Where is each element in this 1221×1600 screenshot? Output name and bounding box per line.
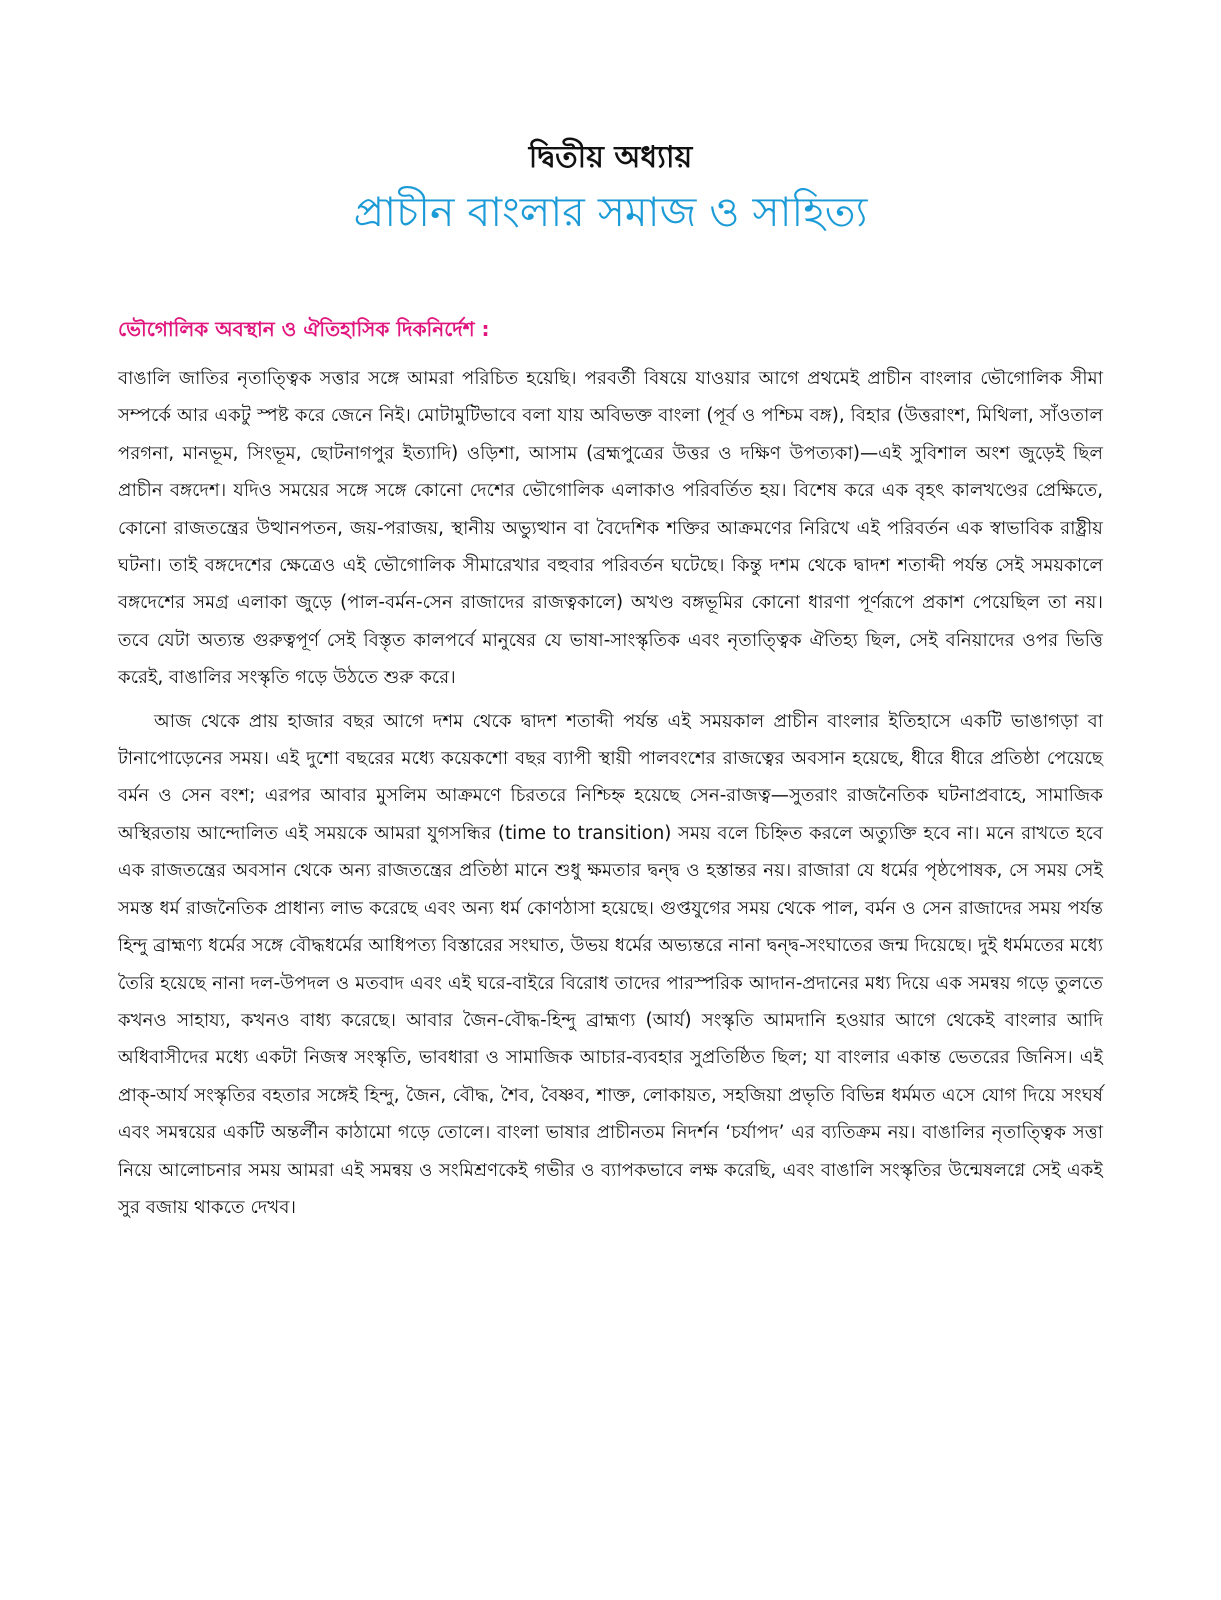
chapter-number: দ্বিতীয় অধ্যায় (528, 140, 693, 175)
chapter-title: প্রাচীন বাংলার সমাজ ও সাহিত্য (353, 188, 868, 236)
paragraph-2: আজ থেকে প্রায় হাজার বছর আগে দশম থেকে দ্বাদশ শতাব্দী পর্যন্ত এই সময়কাল প্রাচীন বাংলার ইতিহাসে একটি ভাঙাগড়া বা টানাপোড়েনের সময়। এই দুশো বছরের মধ্যে কয়েকশো বছর ব্যাপী স্থায়ী পালবংশের রাজত্বের অবসান হয়েছে, ধীরে ধীরে প্রতিষ্ঠা পেয়েছে বর্মন ও সেন বংশ; এরপর আবার মুসলিম আক্রমণে চিরতরে নিশ্চিহ্ন হয়েছে সেন-রাজত্ব—সুতরাং রাজনৈতিক ঘটনাপ্রবাহে, সামাজিক অস্থিরতায় আন্দোলিত এই সময়কে আমরা যুগসন্ধির (time to transition) সময় বলে চিহ্নিত করলে অত্যুক্তি হবে না। মনে রাখতে হবে এক রাজতন্ত্রের অবসান থেকে অন্য রাজতন্ত্রের প্রতিষ্ঠা মানে শুধু ক্ষমতার দ্বন্দ্ব ও হস্তান্তর নয়। রাজারা যে ধর্মের পৃষ্ঠপোষক, সে সময় সেই সমস্ত ধর্ম রাজনৈতিক প্রাধান্য লাভ করেছে এবং অন্য ধর্ম কোণঠাসা হয়েছে। গুপ্তযুগের সময় থেকে পাল, বর্মন ও সেন রাজাদের সময় পর্যন্ত হিন্দু ব্রাহ্মণ্য ধর্মের সঙ্গে বৌদ্ধধর্মের আধিপত্য বিস্তারের সংঘাত, উভয় ধর্মের অভ্যন্তরে নানা দ্বন্দ্ব-সংঘাতের জন্ম দিয়েছে। দুই ধর্মমতের মধ্যে তৈরি হয়েছে নানা দল-উপদল ও মতবাদ এবং এই ঘরে-বাইরে বিরোধ তাদের পারস্পরিক আদান-প্রদানের মধ্য দিয়ে এক সমন্বয় গড়ে তুলতে কখনও সাহায্য, কখনও বাধ্য করেছে। আবার জৈন-বৌদ্ধ-হিন্দু ব্রাহ্মণ্য (আর্য) সংস্কৃতি আমদানি হওয়ার আগে থেকেই বাংলার আদি অধিবাসীদের মধ্যে একটা নিজস্ব সংস্কৃতি, ভাবধারা ও সামাজিক আচার-ব্যবহার সুপ্রতিষ্ঠিত ছিল; যা বাংলার একান্ত ভেতরের জিনিস। এই প্রাক্-আর্য সংস্কৃতির বহতার সঙ্গেই হিন্দু, জৈন, বৌদ্ধ, শৈব, বৈষ্ণব, শাক্ত, লোকায়ত, সহজিয়া প্রভৃতি বিভিন্ন ধর্মমত এসে যোগ দিয়ে সংঘর্ষ এবং সমন্বয়ের একটি অন্তর্লীন কাঠামো গড়ে তোলে। বাংলা ভাষার প্রাচীনতম নিদর্শন ‘চর্যাপদ’ এর ব্যতিক্রম নয়। বাঙালির নৃতাত্ত্বিক সত্তা নিয়ে আলোচনার সময় আমরা এই সমন্বয় ও সংমিশ্রণকেই গভীর ও ব্যাপকভাবে লক্ষ করেছি, এবং বাঙালি সংস্কৃতির উন্মেষলগ্নে সেই একই সুর বজায় থাকতে দেখব। (118, 710, 1103, 1218)
body-text (118, 360, 1103, 1226)
section-heading: ভৌগোলিক অবস্থান ও ঐতিহাসিক দিকনির্দেশ : (118, 317, 490, 341)
paragraph-1: বাঙালি জাতির নৃতাত্ত্বিক সত্তার সঙ্গে আমরা পরিচিত হয়েছি। পরবর্তী বিষয়ে যাওয়ার আগে প্রথমেই প্রাচীন বাংলার ভৌগোলিক সীমা সম্পর্কে আর একটু স্পষ্ট করে জেনে নিই। মোটামুটিভাবে বলা যায় অবিভক্ত বাংলা (পূর্ব ও পশ্চিম বঙ্গ), বিহার (উত্তরাংশ, মিথিলা, সাঁওতাল পরগনা, মানভূম, সিংভূম, ছোটনাগপুর ইত্যাদি) ওড়িশা, আসাম (ব্রহ্মপুত্রের উত্তর ও দক্ষিণ উপত্যকা)—এই সুবিশাল অংশ জুড়েই ছিল প্রাচীন বঙ্গদেশ। যদিও সময়ের সঙ্গে সঙ্গে কোনো দেশের ভৌগোলিক এলাকাও পরিবর্তিত হয়। বিশেষ করে এক বৃহৎ কালখণ্ডের প্রেক্ষিতে, কোনো রাজতন্ত্রের উত্থানপতন, জয়-পরাজয়, স্থানীয় অভ্যুত্থান বা বৈদেশিক শক্তির আক্রমণের নিরিখে এই পরিবর্তন এক স্বাভাবিক রাষ্ট্রীয় ঘটনা। তাই বঙ্গদেশের ক্ষেত্রেও এই ভৌগোলিক সীমারেখার বহুবার পরিবর্তন ঘটেছে। কিন্তু দশম থেকে দ্বাদশ শতাব্দী পর্যন্ত সেই সময়কালে বঙ্গদেশের সমগ্র এলাকা জুড়ে (পাল-বর্মন-সেন রাজাদের রাজত্বকালে) অখণ্ড বঙ্গভূমির কোনো ধারণা পূর্ণরূপে প্রকাশ পেয়েছিল তা নয়। তবে যেটা অত্যন্ত গুরুত্বপূর্ণ সেই বিস্তৃত কালপর্বে মানুষের যে ভাষা-সাংস্কৃতিক এবং নৃতাত্ত্বিক ঐতিহ্য ছিল, সেই বনিয়াদের ওপর ভিত্তি করেই, বাঙালির সংস্কৃতি গড়ে উঠতে শুরু করে। (118, 368, 1103, 689)
